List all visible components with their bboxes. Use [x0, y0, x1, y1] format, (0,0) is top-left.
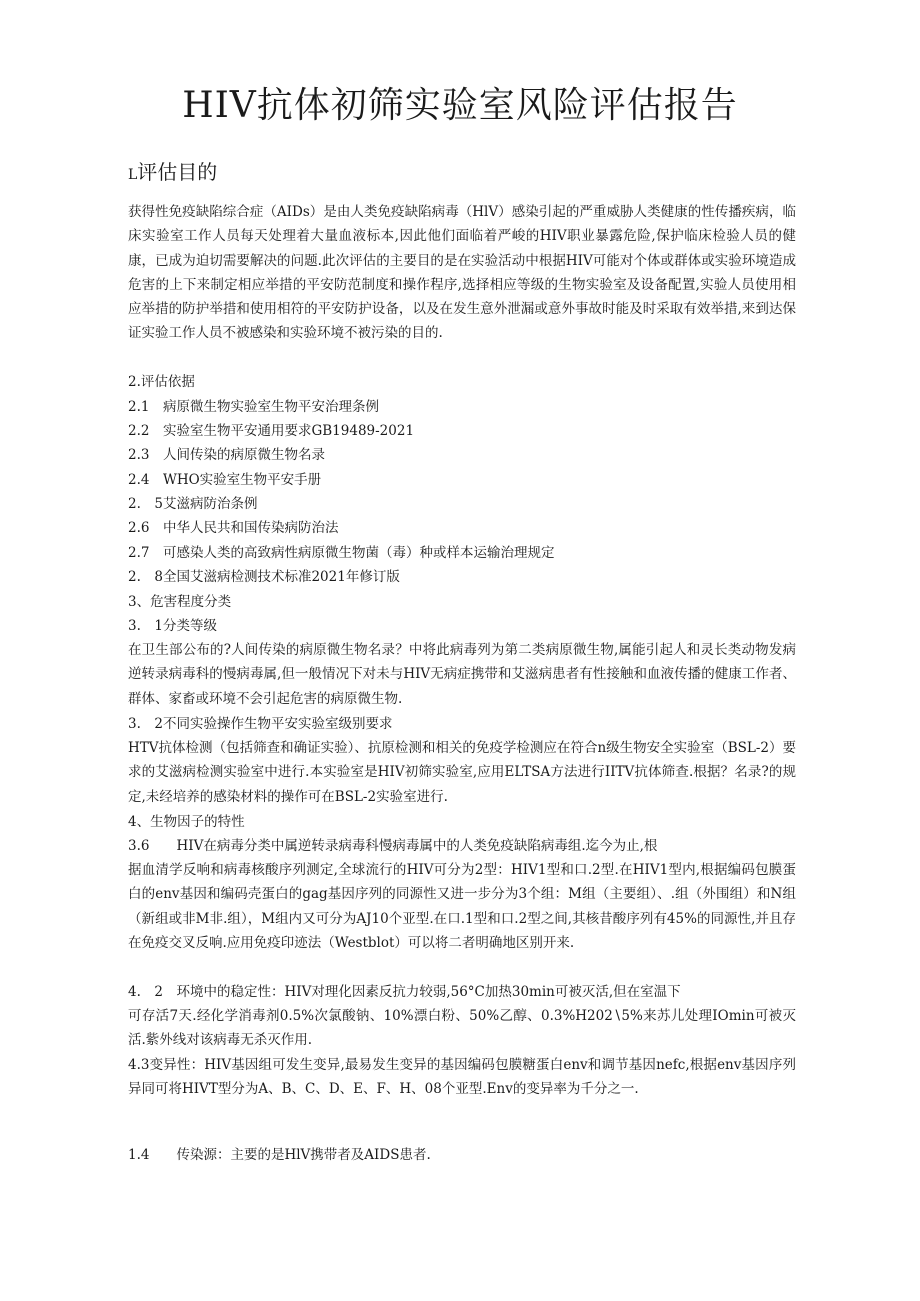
basis-item-2-6: 2.6 中华人民共和国传染病防治法: [128, 520, 339, 536]
section-3-heading: 3、危害程度分类: [128, 594, 232, 610]
paragraph-infection-source: 1.4 传染源：主要的是HlV携带者及AIDS患者.: [128, 1147, 431, 1163]
paragraph-classification: 在卫生部公布的?人间传染的病原微生物名录？中将此病毒列为第二类病原微生物,属能引起人和灵长类动物发病逆转录病毒科的慢病毒属,但一般情况下对未与HIV无病症携带和艾滋病患者有性接触和血液传播的健康工作者、群体、家畜或环境不会引起危害的病原微生物.: [128, 642, 796, 707]
section-1-heading: [128, 158, 217, 189]
basis-item-2-7: 2.7 可感染人类的高致病性病原微生物菌（毒）种或样本运输治理规定: [128, 545, 555, 561]
section-1-title: 评估目的: [137, 160, 218, 184]
basis-item-2-2: 2.2 实验室生物平安通用要求GB19489-2021: [128, 423, 415, 439]
basis-item-2-8: 2. 8全国艾滋病检测技术标准2021年修订版: [128, 569, 400, 585]
basis-item-2-1: 2.1 病原微生物实验室生物平安治理条例: [128, 399, 379, 415]
paragraph-stability-body: 可存活7天.经化学消毒剂0.5%次氯酸钠、10%漂白粉、50%乙醇、0.3%H202∖5%来苏儿处理IOmin可被灭活.紫外线对该病毒无杀灭作用.: [128, 1008, 796, 1049]
basis-item-2-5: 2. 5艾滋病防治条例: [128, 496, 258, 512]
paragraph-variability: 4.3变异性：HIV基因组可发生变异,最易发生变异的基因编码包膜糖蛋白env和调节基因nefc,根据env基因序列异同可将HIVT型分为A、B、C、D、E、F、H、08个亚型.Env的变异率为千分之一.: [128, 1057, 796, 1098]
basis-item-2-3: 2.3 人间传染的病原微生物名录: [128, 447, 325, 463]
paragraph-classification-virus-line1: 3.6 HIV在病毒分类中属逆转录病毒科慢病毒属中的人类免疫缺陷病毒组.迄今为止,根: [128, 838, 658, 854]
section-2-heading: 2.评估依据: [128, 374, 195, 390]
section-4-heading: 4、生物因子的特性: [128, 814, 245, 830]
section-3-2-heading: 3. 2不同实验操作生物平安实验室级别要求: [128, 716, 393, 732]
basis-item-2-4: 2.4 WHO实验室生物平安手册: [128, 472, 322, 488]
document-title: HIV抗体初筛实验室风险评估报告: [182, 85, 738, 126]
section-1-number: L: [128, 167, 138, 183]
paragraph-stability-line1: 4. 2 环境中的稳定性：HIV对理化因素反抗力较弱,56°C加热30min可被灭活,但在室温下: [128, 984, 681, 1000]
paragraph-lab-level: HTV抗体检测（包括筛查和确证实验）、抗原检测和相关的免疫学检测应在符合n级生物安全实验室（BSL-2）要求的艾滋病检测实验室中进行.本实验室是HIV初筛实验室,应用ELTSA方法进行IITV抗体筛查.根据？名录?的规定,未经培养的感染材料的操作可在BSL-2实验室进行.: [128, 740, 796, 805]
paragraph-purpose: 获得性免疫缺陷综合症（AIDs）是由人类免疫缺陷病毒（HlV）感染引起的严重威胁人类健康的性传播疾病，临床实验室工作人员每天处理着大量血液标本,因此他们面临着严峻的HIV职业暴露危险,保护临床检验人员的健康，已成为迫切需要解决的问题.此次评估的主要目的是在实验活动中根据HIV可能对个体或群体或实验环境造成危害的上下来制定相应举措的平安防范制度和操作程序,选择相应等级的生物实验室及设备配置,实验人员使用相应举措的防护举措和使用相符的平安防护设备，以及在发生意外泄漏或意外事故时能及时采取有效举措,来到达保证实验工作人员不被感染和实验环境不被污染的目的.: [128, 204, 796, 342]
section-3-1-heading: 3. 1分类等级: [128, 618, 217, 634]
paragraph-classification-virus-body: 据血清学反响和病毒核酸序列测定,全球流行的HIV可分为2型：HIV1型和口.2型.在HIV1型内,根据编码包膜蛋白的env基因和编码壳蛋白的gag基因序列的同源性又进一步分为3个组：M组（主要组）、.组（外围组）和N组（新组或非M非.组），M组内又可分为AJ10个亚型.在口.1型和口.2型之间,其核昔酸序列有45%的同源性,并且存在免疫交叉反响.应用免疫印迹法（Westblot）可以将二者明确地区别开来.: [128, 862, 796, 951]
